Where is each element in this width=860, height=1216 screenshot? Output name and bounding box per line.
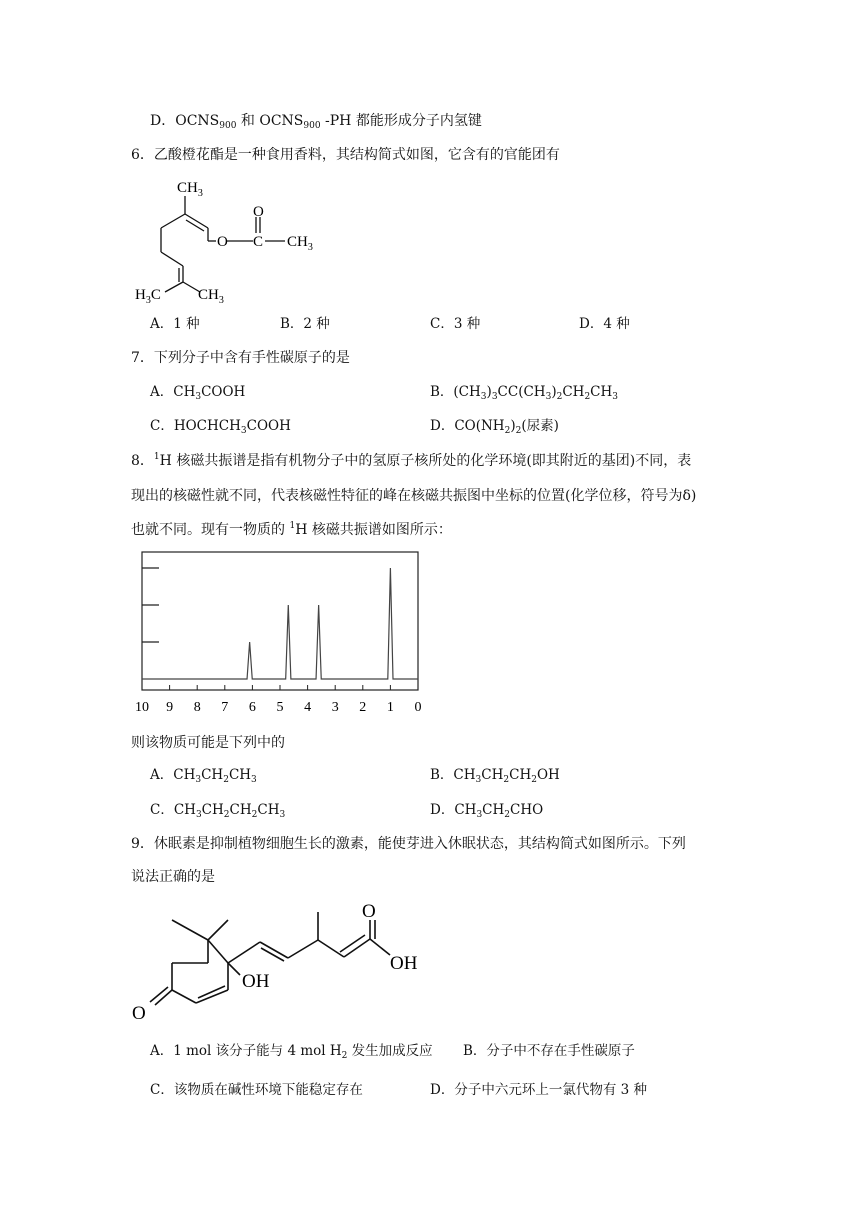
x-tick-label: 2 — [359, 700, 367, 715]
q7-stem: 7．下列分子中含有手性碳原子的是 — [131, 350, 350, 366]
q9-stem-line2: 说法正确的是 — [131, 869, 215, 885]
x-tick-label: 1 — [386, 700, 394, 715]
acid-o-label: O — [362, 901, 376, 922]
q5-option-d — [150, 111, 482, 131]
q9-option-a-text: 1 mol 该分子能与 4 mol H — [173, 1043, 342, 1059]
q9-option-a-prefix: A． — [150, 1043, 174, 1059]
nmr-trace-line — [142, 568, 418, 679]
carbonyl-c-label: C — [253, 234, 264, 250]
q9-option-c: C．该物质在碱性环境下能稳定存在 — [150, 1082, 363, 1098]
q8-sup1: 1 — [153, 452, 160, 462]
ch3-right-label: $CH_3$ — [287, 234, 313, 253]
q8-option-c: C．$CH_3CH_2CH_2CH_3$ — [150, 802, 286, 820]
q8-stem-line2: 现出的核磁性就不同，代表核磁性特征的峰在核磁共振图中坐标的位置(化学位移，符号为δ) — [131, 488, 697, 504]
x-tick-label: 4 — [304, 700, 312, 715]
q8-option-a: A．$CH_3CH_2CH_3$ — [150, 767, 257, 785]
q8-sup2: 1 — [289, 521, 296, 531]
ocns-a-sub: 900 — [219, 121, 237, 131]
ch3-bottom-label: $CH_3$ — [198, 287, 224, 306]
q8-stem-line3 — [131, 520, 452, 540]
x-tick-label: 6 — [248, 700, 256, 715]
chart-frame — [142, 552, 418, 690]
and-text: 和 — [236, 113, 260, 129]
q6-option-a: A．1 种 — [150, 316, 200, 332]
x-tick-label: 8 — [193, 700, 201, 715]
x-tick-label: 9 — [166, 700, 174, 715]
q8-option-b: B．$CH_3CH_2CH_2OH$ — [430, 767, 560, 785]
q9-option-a-sub: 2 — [341, 1051, 348, 1061]
ring-oh-label: OH — [242, 971, 270, 992]
ocns-b: OCNS — [259, 113, 304, 129]
x-tick-label: 3 — [331, 700, 339, 715]
ocns-a: OCNS — [175, 113, 220, 129]
q9-option-d: D．分子中六元环上一氯代物有 3 种 — [430, 1082, 647, 1098]
q8-stem-line1 — [131, 451, 691, 471]
x-tick-label: 5 — [276, 700, 284, 715]
q9-option-a — [150, 1041, 433, 1061]
q6-option-b: B．2 种 — [280, 316, 330, 332]
q9-stem-line1: 9．休眠素是抑制植物细胞生长的激素，能使芽进入休眠状态，其结构简式如图所示。下列 — [131, 836, 686, 852]
q8-stem-line3-text: H 核磁共振谱如图所示： — [295, 522, 452, 538]
q7-option-c: C．$HOCHCH_3COOH$ — [150, 418, 291, 436]
q7-option-d: D．$CO(NH_2)_2$(尿素) — [430, 418, 559, 436]
x-tick-label: 10 — [135, 700, 149, 715]
q5-option-d-prefix: D． — [150, 113, 176, 129]
q6-option-d: D．4 种 — [579, 316, 630, 332]
h3c-label: $H_3C$ — [135, 287, 161, 306]
neryl-acetate-structure — [130, 170, 330, 310]
acid-oh-label: OH — [390, 953, 418, 974]
ch3-top-label: $CH_3$ — [177, 180, 203, 199]
nmr-spectrum-chart — [130, 548, 430, 720]
ester-o-label: O — [217, 234, 228, 250]
q6-option-c: C．3 种 — [430, 316, 481, 332]
x-tick-label: 7 — [221, 700, 229, 715]
q7-option-b: B．$(CH_3)_3CC(CH_3)_2CH_2CH_3$ — [430, 384, 619, 402]
q6-stem: 6．乙酸橙花酯是一种食用香料，其结构简式如图，它含有的官能团有 — [131, 147, 560, 163]
q8-number: 8． — [131, 453, 154, 469]
q8-after-text: 则该物质可能是下列中的 — [131, 735, 285, 751]
abscisic-acid-structure — [128, 895, 438, 1030]
q5-option-d-suffix: -PH 都能形成分子内氢键 — [320, 113, 482, 129]
q9-option-a-suffix: 发生加成反应 — [347, 1043, 433, 1059]
ocns-b-sub: 900 — [303, 121, 321, 131]
q7-option-a: A．$CH_3COOH$ — [150, 384, 246, 402]
carbonyl-o-label: O — [253, 204, 264, 220]
q8-stem-line3-pre: 也就不同。现有一物质的 — [131, 522, 290, 538]
q9-option-b: B．分子中不存在手性碳原子 — [463, 1043, 635, 1059]
x-tick-label: 0 — [414, 700, 422, 715]
q8-stem-line1-text: H 核磁共振谱是指有机物分子中的氢原子核所处的化学环境(即其附近的基团)不同，表 — [159, 453, 692, 469]
q8-option-d: D．$CH_3CH_2CHO$ — [430, 802, 544, 820]
ketone-o-label: O — [132, 1003, 146, 1024]
